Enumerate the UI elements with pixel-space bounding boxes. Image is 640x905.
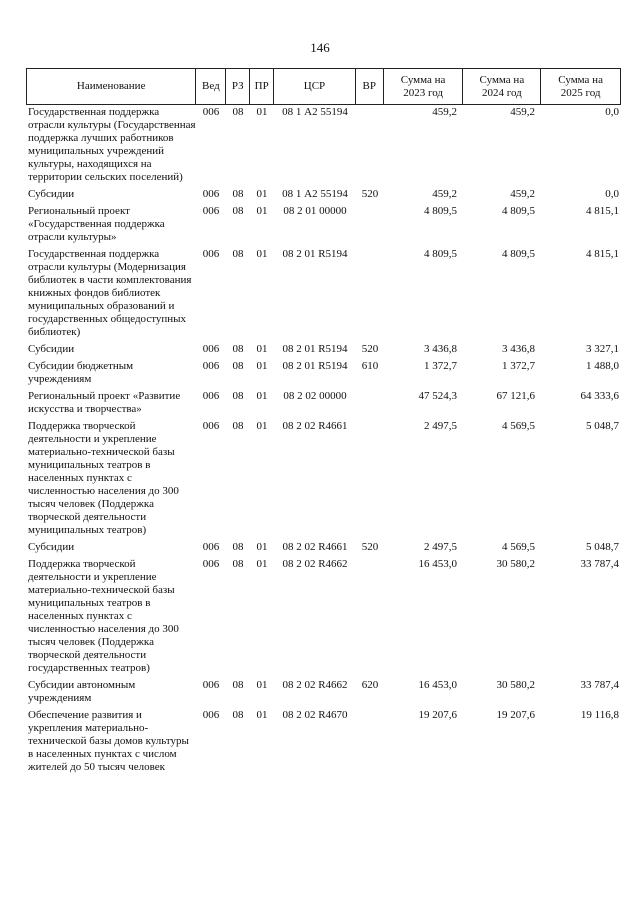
row-sum-2024: 4 569,5	[502, 541, 535, 553]
row-vr: 620	[361, 679, 379, 691]
row-vr	[356, 420, 384, 537]
header-name: Наименование	[27, 69, 196, 104]
row-sum-2023: 3 436,8	[424, 343, 457, 355]
row-sum-2024: 19 207,6	[496, 709, 535, 721]
row-csr: 08 2 01 R5194	[282, 343, 348, 355]
row-vr	[356, 106, 384, 184]
row-name: Государственная поддержка отрасли культуры (Государственная поддержка лучших работников муниципальных учреждений культуры, находящихся на территории сельских поселений)	[28, 106, 196, 183]
row-vr	[356, 205, 384, 244]
row-name: Региональный проект «Развитие искусства и творчества»	[28, 390, 181, 415]
row-sum-2023: 1 372,7	[424, 360, 457, 372]
row-pr: 01	[256, 343, 268, 355]
table-row	[26, 205, 621, 244]
row-vr: 520	[361, 188, 379, 200]
table-row	[26, 390, 621, 416]
table-row	[26, 709, 621, 774]
row-sum-2024: 4 809,5	[502, 248, 535, 260]
row-sum-2023: 459,2	[432, 106, 457, 118]
row-sum-2025: 33 787,4	[580, 558, 619, 570]
row-rz: 08	[232, 360, 244, 372]
row-sum-2024: 3 436,8	[502, 343, 535, 355]
row-csr: 08 2 01 R5194	[282, 248, 348, 260]
row-sum-2023: 16 453,0	[418, 679, 457, 691]
row-pr: 01	[256, 205, 268, 217]
row-name: Субсидии	[28, 343, 75, 355]
row-rz: 08	[232, 558, 244, 570]
row-sum-2025: 4 815,1	[586, 248, 619, 260]
header-csr: ЦСР	[274, 69, 356, 104]
row-vr: 520	[361, 343, 379, 355]
row-sum-2023: 459,2	[432, 188, 457, 200]
row-pr: 01	[256, 558, 268, 570]
row-pr: 01	[256, 360, 268, 372]
header-sum-2025: Сумма на 2025 год	[558, 73, 603, 99]
row-sum-2023: 2 497,5	[424, 420, 457, 432]
row-ved: 006	[202, 205, 220, 217]
row-sum-2023: 16 453,0	[418, 558, 457, 570]
row-name: Субсидии	[28, 188, 75, 200]
row-rz: 08	[232, 188, 244, 200]
row-ved: 006	[202, 541, 220, 553]
row-name: Субсидии бюджетным учреждениям	[28, 360, 134, 385]
row-name: Поддержка творческой деятельности и укрепление материально-технической базы муниципальных театров в населенных пунктах с численностью населения до 300 тысяч человек (Поддержка творческой деятельности муниципальных театров)	[28, 420, 179, 536]
row-sum-2025: 33 787,4	[580, 679, 619, 691]
row-sum-2025: 0,0	[605, 106, 619, 118]
row-pr: 01	[256, 709, 268, 721]
row-pr: 01	[256, 106, 268, 118]
row-rz: 08	[232, 679, 244, 691]
row-ved: 006	[202, 420, 220, 432]
row-ved: 006	[202, 390, 220, 402]
header-ved: Вед	[196, 69, 226, 104]
row-sum-2025: 5 048,7	[586, 420, 619, 432]
row-rz: 08	[232, 420, 244, 432]
row-sum-2024: 4 809,5	[502, 205, 535, 217]
table-row	[26, 188, 621, 201]
table-row	[26, 541, 621, 554]
row-name: Государственная поддержка отрасли культуры (Модернизация библиотек в части комплектования книжных фондов библиотек муниципальных образований и государственных общедоступных библиотек)	[28, 248, 192, 338]
page-number: 146	[310, 40, 330, 55]
row-sum-2025: 4 815,1	[586, 205, 619, 217]
row-csr: 08 2 02 R4662	[282, 679, 348, 691]
row-pr: 01	[256, 679, 268, 691]
row-sum-2024: 67 121,6	[496, 390, 535, 402]
row-vr: 520	[361, 541, 379, 553]
header-vr: ВР	[356, 69, 384, 104]
row-ved: 006	[202, 343, 220, 355]
row-ved: 006	[202, 360, 220, 372]
table-row	[26, 558, 621, 675]
row-csr: 08 1 А2 55194	[282, 188, 348, 200]
row-csr: 08 2 02 R4662	[282, 558, 348, 570]
row-csr: 08 2 02 R4661	[282, 420, 348, 432]
header-sum-2024: Сумма на 2024 год	[463, 69, 541, 104]
row-rz: 08	[232, 709, 244, 721]
table-row	[26, 106, 621, 184]
row-pr: 01	[256, 390, 268, 402]
row-rz: 08	[232, 205, 244, 217]
row-csr: 08 2 01 00000	[283, 205, 347, 217]
row-name: Субсидии автономным учреждениям	[28, 679, 136, 704]
row-csr: 08 2 02 00000	[283, 390, 347, 402]
row-ved: 006	[202, 709, 220, 721]
row-csr: 08 2 02 R4670	[282, 709, 348, 721]
row-rz: 08	[232, 541, 244, 553]
row-vr	[356, 390, 384, 416]
header-pr: ПР	[250, 69, 274, 104]
table-row	[26, 679, 621, 705]
row-sum-2024: 459,2	[510, 106, 535, 118]
row-sum-2025: 19 116,8	[580, 709, 619, 721]
table-body	[26, 106, 621, 778]
row-rz: 08	[232, 390, 244, 402]
row-pr: 01	[256, 420, 268, 432]
row-sum-2024: 4 569,5	[502, 420, 535, 432]
header-sum-2023: Сумма на 2023 год	[384, 69, 464, 104]
row-sum-2024: 30 580,2	[496, 679, 535, 691]
table-row	[26, 248, 621, 339]
row-ved: 006	[202, 106, 220, 118]
row-sum-2025: 5 048,7	[586, 541, 619, 553]
row-sum-2023: 2 497,5	[424, 541, 457, 553]
row-sum-2025: 0,0	[605, 188, 619, 200]
row-ved: 006	[202, 558, 220, 570]
row-csr: 08 1 А2 55194	[282, 106, 348, 118]
row-vr: 610	[361, 360, 379, 372]
row-sum-2023: 4 809,5	[424, 248, 457, 260]
row-vr	[356, 709, 384, 774]
row-vr	[356, 248, 384, 339]
row-sum-2025: 1 488,0	[586, 360, 619, 372]
header-rz: РЗ	[226, 69, 250, 104]
row-sum-2023: 19 207,6	[418, 709, 457, 721]
row-ved: 006	[202, 248, 220, 260]
row-rz: 08	[232, 106, 244, 118]
row-sum-2025: 3 327,1	[586, 343, 619, 355]
row-sum-2024: 459,2	[510, 188, 535, 200]
row-rz: 08	[232, 248, 244, 260]
row-pr: 01	[256, 248, 268, 260]
row-ved: 006	[202, 679, 220, 691]
row-pr: 01	[256, 188, 268, 200]
row-sum-2023: 4 809,5	[424, 205, 457, 217]
table-row	[26, 343, 621, 356]
table-row	[26, 420, 621, 537]
row-name: Обеспечение развития и укрепления материально-технической базы домов культуры в населенных пунктах с числом жителей до 50 тысяч человек	[28, 709, 189, 773]
row-csr: 08 2 02 R4661	[282, 541, 348, 553]
row-sum-2025: 64 333,6	[580, 390, 619, 402]
row-rz: 08	[232, 343, 244, 355]
row-name: Поддержка творческой деятельности и укрепление материально-технической базы муниципальных театров в населенных пунктах с численностью населения до 300 тысяч человек (Поддержка творческой деятельности государственных театров)	[28, 558, 179, 674]
table-row	[26, 360, 621, 386]
table-header	[26, 68, 621, 105]
row-sum-2024: 30 580,2	[496, 558, 535, 570]
row-vr	[356, 558, 384, 675]
row-ved: 006	[202, 188, 220, 200]
row-sum-2023: 47 524,3	[418, 390, 457, 402]
row-name: Субсидии	[28, 541, 75, 553]
row-sum-2024: 1 372,7	[502, 360, 535, 372]
row-name: Региональный проект «Государственная поддержка отрасли культуры»	[28, 205, 165, 243]
row-csr: 08 2 01 R5194	[282, 360, 348, 372]
row-pr: 01	[256, 541, 268, 553]
